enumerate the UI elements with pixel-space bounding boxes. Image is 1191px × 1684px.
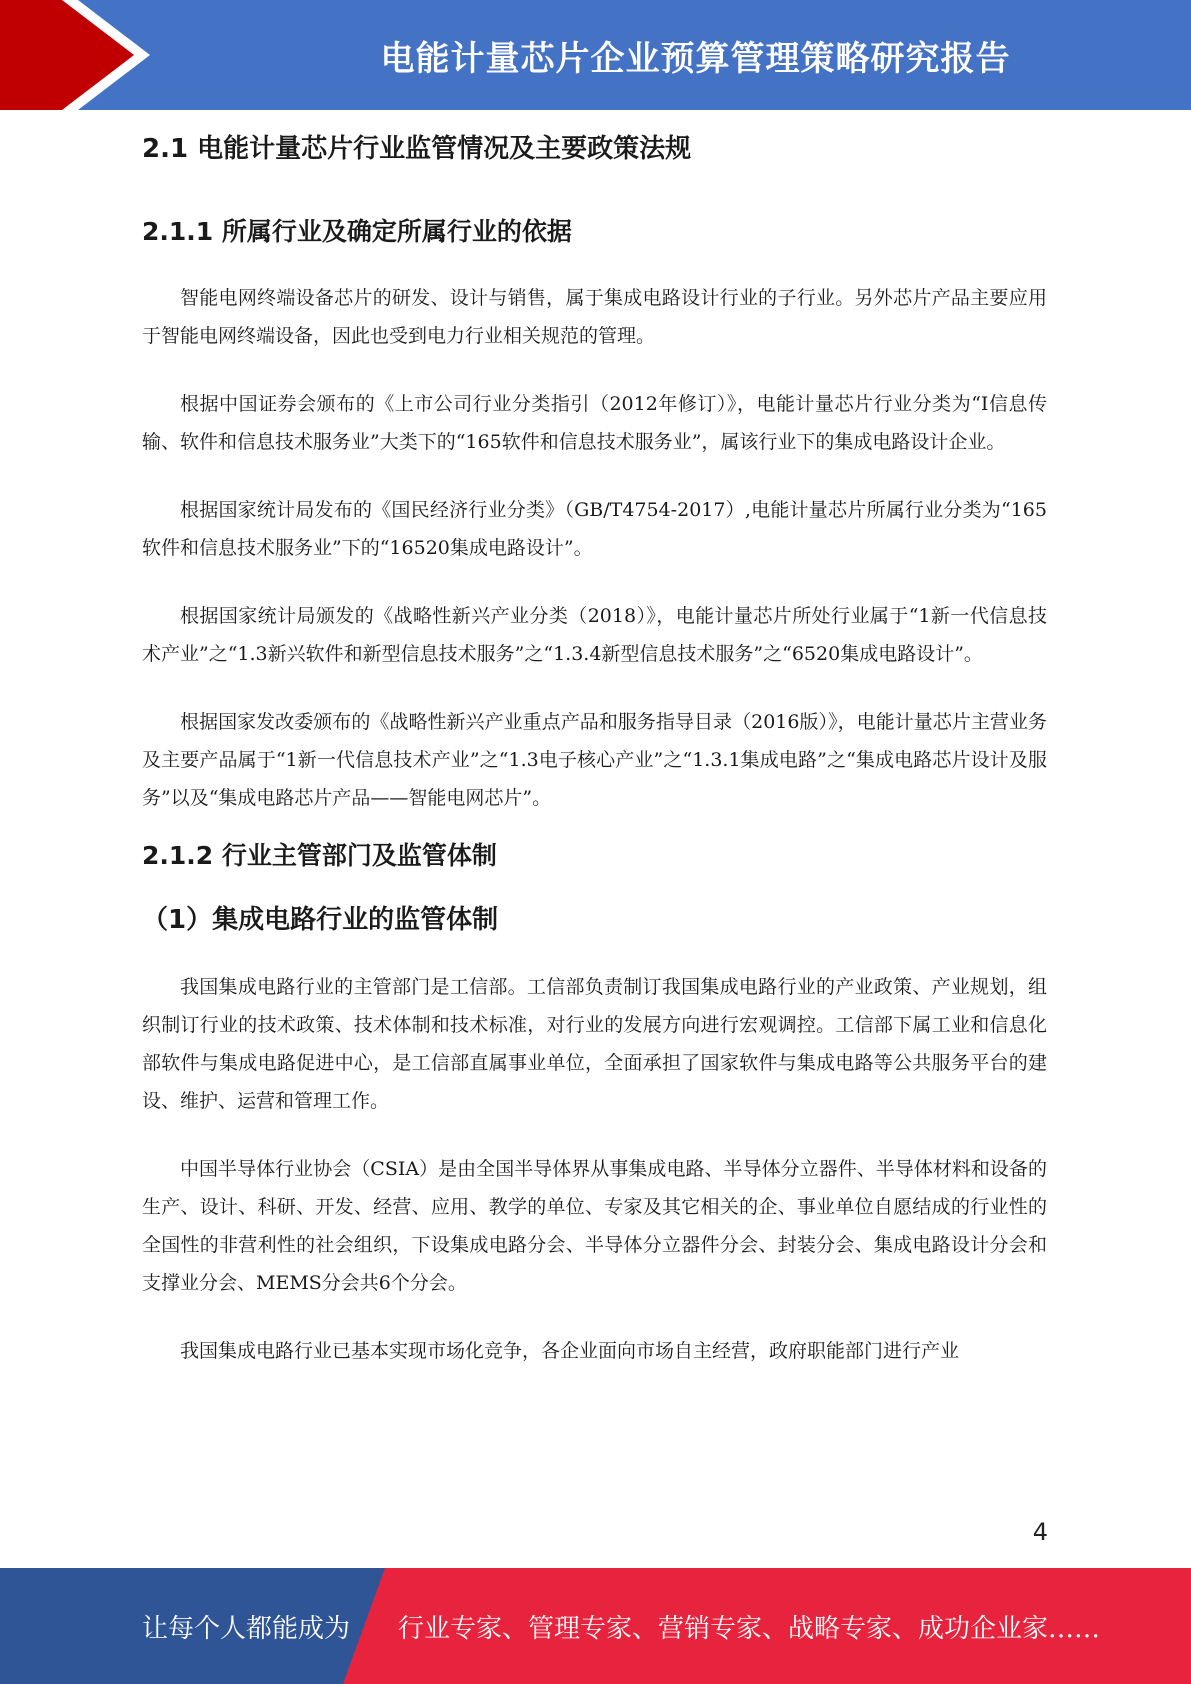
report-title: 电能计量芯片企业预算管理策略研究报告: [380, 38, 1011, 79]
paragraph: 智能电网终端设备芯片的研发、设计与销售，属于集成电路设计行业的子行业。另外芯片产品主要应用于智能电网终端设备，因此也受到电力行业相关规范的管理。: [142, 287, 1047, 348]
item-heading: （1）集成电路行业的监管体制: [142, 905, 499, 936]
paragraph: 根据国家发改委颁布的《战略性新兴产业重点产品和服务指导目录（2016版）》，电能计量芯片主营业务及主要产品属于“1新一代信息技术产业”之“1.3电子核心产业”之“1.3.1集成电路”之“集成电路芯片设计及服务”以及“集成电路芯片产品——智能电网芯片”。: [142, 711, 1047, 810]
footer-slogan-right: 行业专家、管理专家、营销专家、战略专家、成功企业家……: [398, 1613, 1101, 1644]
page-number: 4: [1032, 1518, 1048, 1546]
paragraph: 根据国家统计局颁发的《战略性新兴产业分类（2018）》，电能计量芯片所处行业属于“1新一代信息技术产业”之“1.3新兴软件和新型信息技术服务”之“1.3.4新型信息技术服务”之“6520集成电路设计”。: [142, 605, 1047, 666]
subsection-heading-2-1-2: 2.1.2 行业主管部门及监管体制: [142, 841, 497, 871]
paragraph: 根据中国证券会颁布的《上市公司行业分类指引（2012年修订）》，电能计量芯片行业分类为“I信息传输、软件和信息技术服务业”大类下的“165软件和信息技术服务业”，属该行业下的集成电路设计企业。: [142, 393, 1047, 454]
page-footer: [0, 1568, 1191, 1684]
paragraph: 我国集成电路行业的主管部门是工信部。工信部负责制订我国集成电路行业的产业政策、产业规划，组织制订行业的技术政策、技术体制和技术标准，对行业的发展方向进行宏观调控。工信部下属工业和信息化部软件与集成电路促进中心，是工信部直属事业单位，全面承担了国家软件与集成电路等公共服务平台的建设、维护、运营和管理工作。: [142, 976, 1047, 1113]
paragraph: 中国半导体行业协会（CSIA）是由全国半导体界从事集成电路、半导体分立器件、半导体材料和设备的生产、设计、科研、开发、经营、应用、教学的单位、专家及其它相关的企、事业单位自愿结成的行业性的全国性的非营利性的社会组织，下设集成电路分会、半导体分立器件分会、封装分会、集成电路设计分会和支撑业分会、MEMS分会共6个分会。: [142, 1158, 1047, 1295]
subsection-heading-2-1-1: 2.1.1 所属行业及确定所属行业的依据: [142, 217, 572, 247]
paragraph: 我国集成电路行业已基本实现市场化竞争，各企业面向市场自主经营，政府职能部门进行产业: [180, 1340, 960, 1363]
section-heading: 2.1 电能计量芯片行业监管情况及主要政策法规: [142, 134, 692, 164]
footer-slogan-left: 让每个人都能成为: [142, 1613, 351, 1644]
page-header: [0, 0, 1191, 110]
page-body: [142, 118, 1047, 1370]
paragraph: 根据国家统计局发布的《国民经济行业分类》（GB/T4754-2017）,电能计量芯片所属行业分类为“165软件和信息技术服务业”下的“16520集成电路设计”。: [142, 499, 1047, 560]
